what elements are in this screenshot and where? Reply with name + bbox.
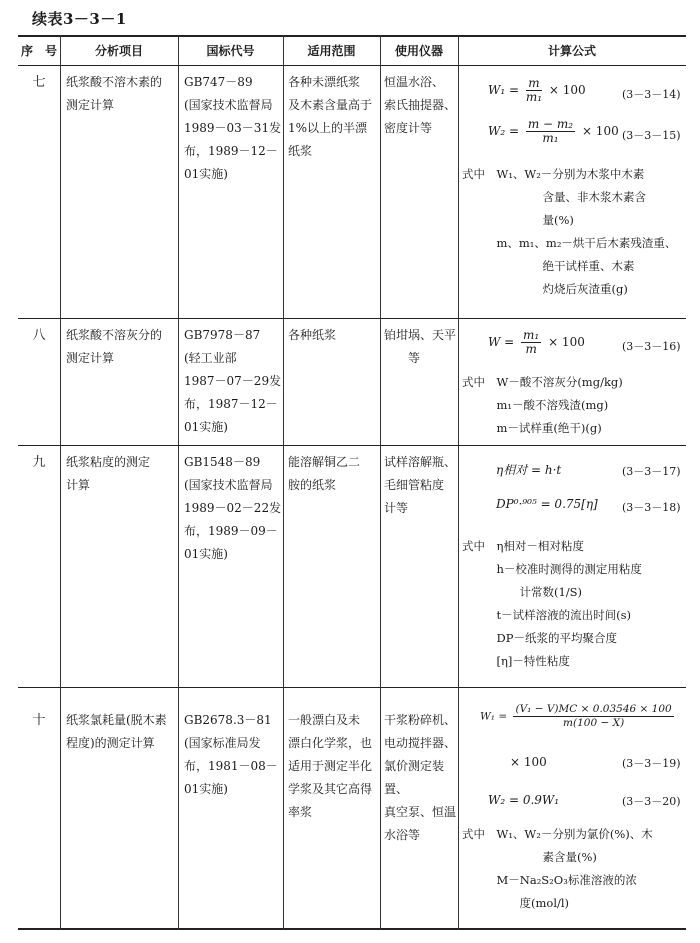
column-divider bbox=[60, 35, 61, 930]
row-scope: 各种纸浆 bbox=[288, 328, 337, 342]
row-instrument: 试样溶解瓶、 毛细管粘度 计等 bbox=[384, 455, 457, 515]
fraction-numerator: m bbox=[526, 77, 542, 91]
header-scope: 适用范围 bbox=[307, 44, 356, 58]
column-divider bbox=[283, 35, 284, 930]
header-instrument: 使用仪器 bbox=[394, 44, 443, 58]
formula-3-3-20: W₂ = 0.9W₁ bbox=[488, 793, 560, 807]
row-seq: 八 bbox=[32, 328, 46, 343]
equation-number: (3－3－17) bbox=[622, 465, 681, 478]
header-formula: 计算公式 bbox=[547, 44, 596, 58]
header-item: 分析项目 bbox=[94, 44, 143, 58]
formula-multiplier: × 100 bbox=[510, 755, 547, 769]
header-code: 国标代号 bbox=[206, 44, 255, 58]
row-seq: 九 bbox=[32, 455, 46, 470]
row-instrument: 干浆粉碎机、 电动搅拌器、 氯价测定装置、 真空泵、恒温 水浴等 bbox=[384, 713, 457, 842]
table-top-rule bbox=[18, 35, 686, 37]
row-code: GB747－89 (国家技术监督局 1989－03－31发 布，1989－12－ 01实施) bbox=[184, 75, 282, 181]
row-divider bbox=[18, 687, 686, 688]
table-caption: 续表3－3－1 bbox=[32, 10, 127, 28]
formula-3-3-17: η相对 = h·t bbox=[496, 463, 562, 477]
formula-3-3-18: DP⁰·⁹⁰⁵ = 0.75[η] bbox=[496, 497, 598, 511]
data-table bbox=[18, 35, 686, 930]
row-divider bbox=[18, 318, 686, 319]
row-divider bbox=[18, 445, 686, 446]
formula-tail: × 100 bbox=[581, 124, 619, 138]
equation-number: (3－3－19) bbox=[622, 757, 681, 770]
formula-notes: 式中 W₁、W₂－分别为木浆中木素 含量、非木浆木素含 量(%) m、m₁、m₂－烘干后木素残渣重、 绝干试样重、木素 灼烧后灰渣重(g) bbox=[462, 167, 677, 296]
row-scope: 各种未漂纸浆 及木素含量高于 1%以上的半漂 纸浆 bbox=[288, 75, 373, 158]
formula-notes: 式中 W₁、W₂－分别为氯价(%)、木 素含量(%) M－Na₂S₂O₃标准溶液的浓 度(mol/l) bbox=[462, 827, 653, 910]
equation-number: (3－3－16) bbox=[622, 340, 681, 353]
fraction-denominator: m(100 − X) bbox=[563, 717, 625, 729]
formula-notes: 式中 W－酸不溶灰分(mg/kg) m₁－酸不溶残渣(mg) m－试样重(绝干)(g) bbox=[462, 375, 623, 435]
row-code: GB7978－87 (轻工业部 1987－07－29发 布，1987－12－ 01实施) bbox=[184, 328, 282, 434]
fraction bbox=[521, 329, 541, 356]
formula-3-3-16 bbox=[488, 329, 585, 356]
fraction-denominator: m₁ bbox=[525, 90, 543, 104]
equation-number: (3－3－14) bbox=[622, 88, 681, 101]
formula-tail: × 100 bbox=[548, 83, 586, 97]
column-divider bbox=[178, 35, 179, 930]
fraction-numerator: m₁ bbox=[523, 328, 540, 342]
fraction-numerator: (V₁ − V)MC × 0.03546 × 100 bbox=[515, 703, 672, 715]
formula-lhs: W = bbox=[488, 335, 515, 349]
header-seq: 序 号 bbox=[20, 44, 57, 58]
fraction-denominator: m₁ bbox=[542, 131, 559, 145]
column-divider bbox=[380, 35, 381, 930]
fraction bbox=[526, 77, 542, 104]
equation-number: (3－3－20) bbox=[622, 795, 681, 808]
formula-lhs: W₁ = bbox=[480, 710, 508, 723]
row-code: GB2678.3－81 (国家标准局发 布，1981－08－ 01实施) bbox=[184, 713, 278, 796]
table-bottom-rule bbox=[18, 928, 686, 930]
equation-number: (3－3－18) bbox=[622, 501, 681, 514]
formula-3-3-15 bbox=[488, 118, 619, 145]
row-scope: 能溶解铜乙二 胺的纸浆 bbox=[288, 455, 361, 492]
row-instrument: 恒温水浴、 索氏抽提器、 密度计等 bbox=[384, 75, 457, 135]
formula-lhs: W₁ = bbox=[488, 83, 520, 97]
formula-3-3-14 bbox=[488, 77, 586, 104]
fraction bbox=[526, 118, 575, 145]
formula-notes: 式中 η相对－相对粘度 h－校准时测得的测定用粘度 计常数(1/S) t－试样溶液的流出时间(s) DP－纸浆的平均聚合度 [η]－特性粘度 bbox=[462, 539, 642, 668]
row-scope: 一般漂白及未 漂白化学浆，也 适用于测定半化 学浆及其它高得 率浆 bbox=[288, 713, 373, 819]
equation-number: (3－3－15) bbox=[622, 129, 681, 142]
row-item: 纸浆酸不溶灰分的 测定计算 bbox=[66, 328, 163, 365]
formula-lhs: W₂ = bbox=[488, 124, 520, 138]
row-code: GB1548－89 (国家技术监督局 1989－02－22发 布，1989－09－ 01实施) bbox=[184, 455, 282, 561]
header-rule bbox=[18, 65, 686, 66]
row-item: 纸浆酸不溶木素的 测定计算 bbox=[66, 75, 163, 112]
row-item: 纸浆氯耗量(脱木素 程度)的测定计算 bbox=[66, 713, 167, 750]
fraction bbox=[513, 703, 673, 730]
fraction-denominator: m bbox=[525, 342, 537, 356]
row-seq: 七 bbox=[32, 75, 46, 90]
column-divider bbox=[458, 35, 459, 930]
row-seq: 十 bbox=[32, 713, 46, 728]
row-instrument: 铂坩埚、天平 等 bbox=[384, 328, 457, 365]
fraction-numerator: m − m₂ bbox=[527, 117, 574, 131]
row-item: 纸浆粘度的测定 计算 bbox=[66, 455, 151, 492]
formula-tail: × 100 bbox=[548, 335, 585, 349]
formula-3-3-19 bbox=[480, 703, 677, 730]
